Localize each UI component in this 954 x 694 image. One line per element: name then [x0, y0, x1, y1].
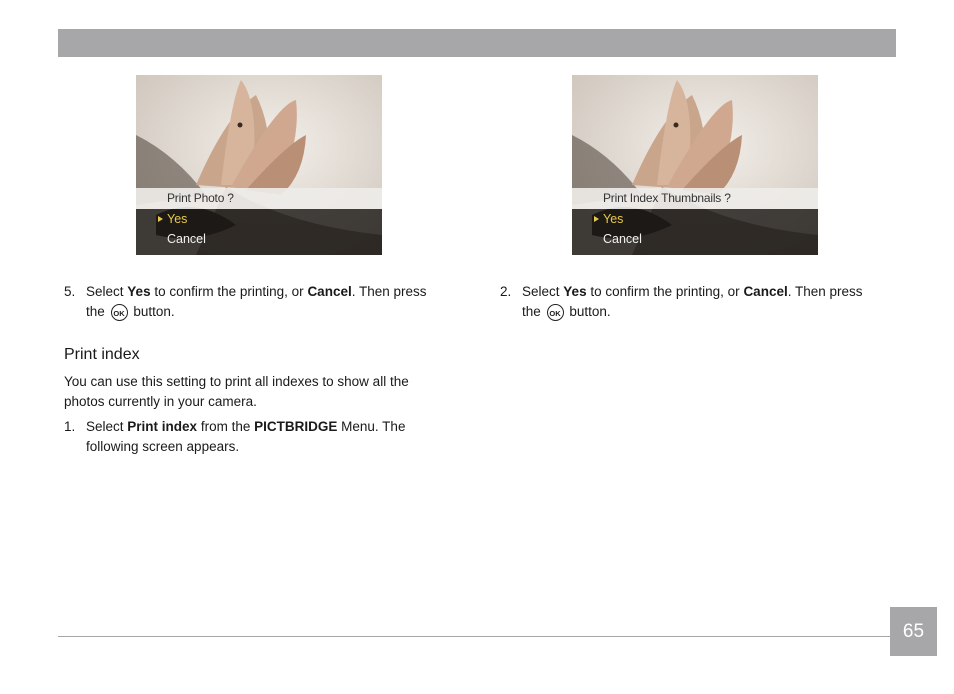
menu-option-cancel: Cancel [167, 232, 206, 246]
cancel-term: Cancel [307, 284, 352, 299]
section-heading-print-index: Print index [64, 346, 140, 363]
selection-arrow-icon [594, 216, 599, 222]
ok-button-icon: OK [547, 304, 564, 321]
selection-arrow-icon [158, 216, 163, 222]
header-bar [58, 29, 896, 57]
menu-option-yes: Yes [167, 212, 188, 226]
step-5-text: Select Yes to confirm the printing, or Cancel. Then press the OK button. [86, 284, 427, 319]
ok-button-icon: OK [111, 304, 128, 321]
pictbridge-term: PICTBRIDGE [254, 419, 338, 434]
step-number: 2. [500, 284, 512, 299]
footer-rule [58, 636, 890, 637]
page-number: 65 [890, 607, 937, 656]
camera-screen-print-photo [136, 75, 382, 255]
print-index-intro: You can use this setting to print all indexes to show all the photos currently in your camera. [64, 374, 409, 409]
confirm-menu [136, 209, 382, 255]
cancel-term: Cancel [743, 284, 788, 299]
yes-term: Yes [127, 284, 151, 299]
print-index-term: Print index [127, 419, 198, 434]
step-1-text: Select Print index from the PICTBRIDGE Menu. The following screen appears. [86, 419, 406, 454]
step-number: 5. [64, 284, 76, 299]
print-photo-prompt: Print Photo ? [136, 188, 382, 209]
print-index-prompt: Print Index Thumbnails ? [572, 188, 818, 209]
step-number: 1. [64, 419, 76, 434]
menu-option-cancel: Cancel [603, 232, 642, 246]
yes-term: Yes [563, 284, 587, 299]
step-2-text: Select Yes to confirm the printing, or Cancel. Then press the OK button. [522, 284, 863, 319]
camera-screen-print-index [572, 75, 818, 255]
menu-option-yes: Yes [603, 212, 624, 226]
confirm-menu [572, 209, 818, 255]
